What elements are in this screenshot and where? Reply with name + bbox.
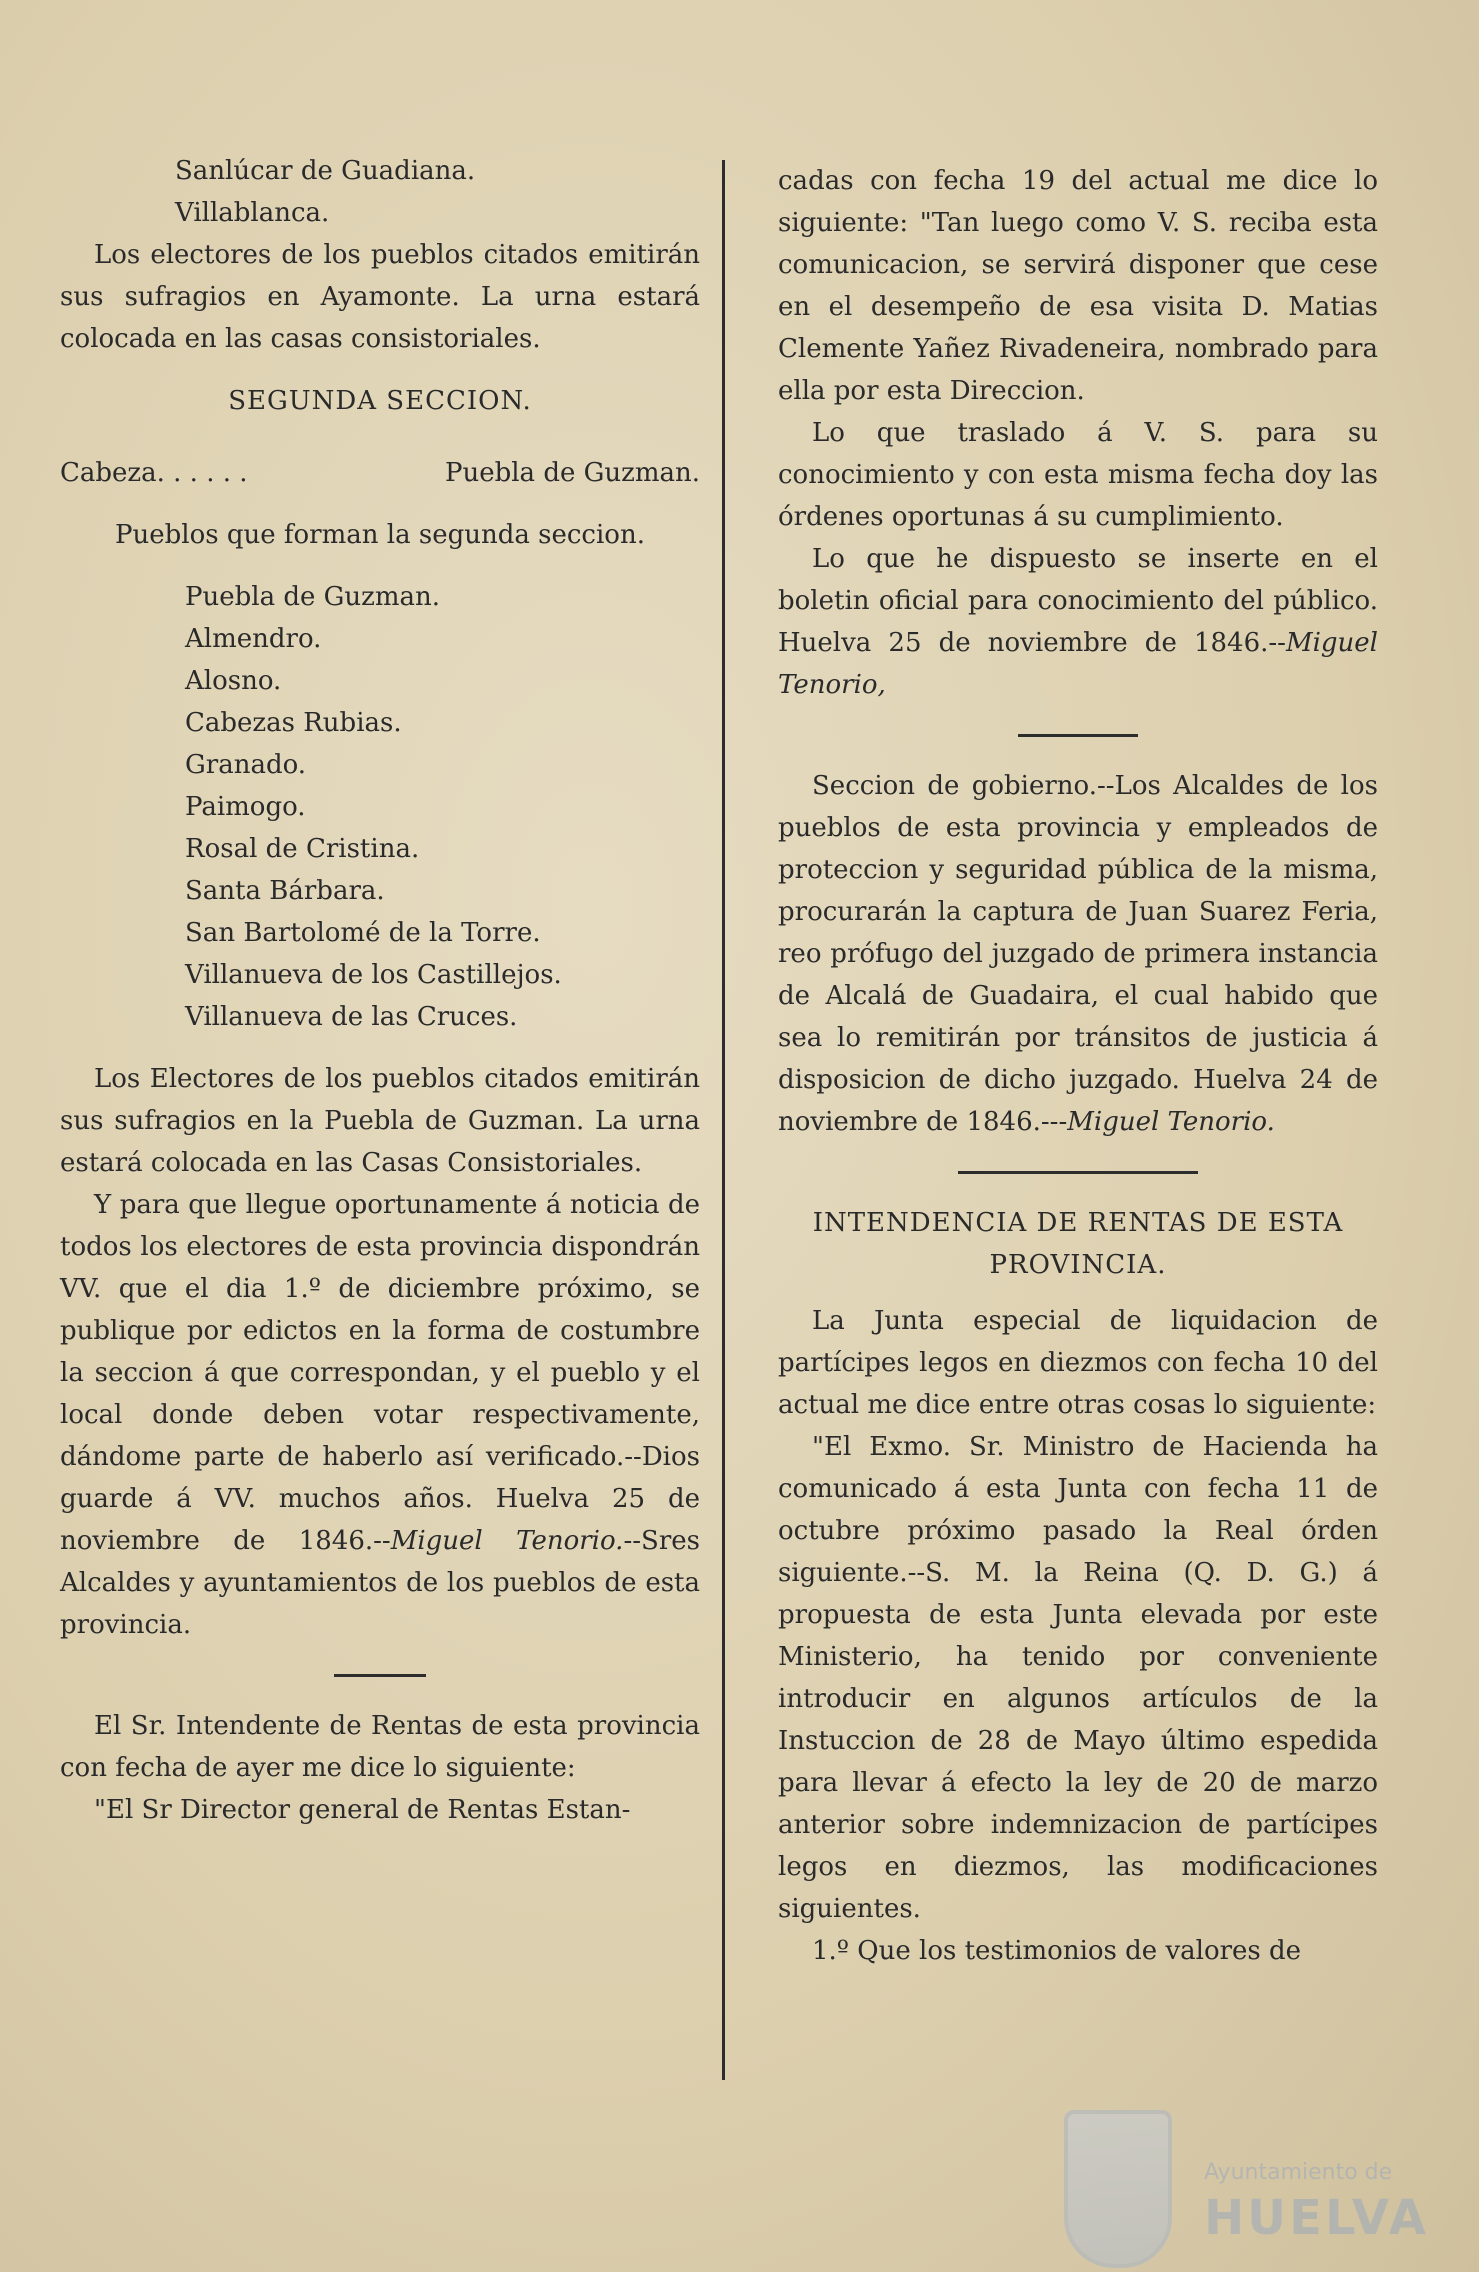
cabeza-label: Cabeza. . . . . . [60, 458, 248, 488]
pueblos-heading: Pueblos que forman la segunda seccion. [115, 520, 645, 550]
section-title: SEGUNDA SECCION. [228, 386, 532, 416]
cabeza-line [60, 452, 700, 494]
town-item: Sanlúcar de Guadiana. [175, 156, 476, 186]
section-rule [334, 1674, 426, 1677]
testimonios-paragraph: 1.º Que los testimonios de valores de [812, 1936, 1302, 1966]
town-item: Villablanca. [175, 198, 330, 228]
traslado-paragraph: Lo que traslado á V. S. para su conocimiento y con esta misma fecha doy las órdenes oportunas á su cumplimiento. [778, 418, 1378, 532]
list-item: Granado. [185, 750, 307, 780]
watermark-line1: Ayuntamiento de [1204, 2160, 1393, 2185]
watermark-line2: HUELVA [1204, 2190, 1429, 2246]
ministro-paragraph: "El Exmo. Sr. Ministro de Hacienda ha comunicado á esta Junta con fecha 11 de octubre próximo pasado la Real órden siguiente.--S. M. la Reina (Q. D. G.) á propuesta de esta Junta elevada por este Ministerio, ha tenido por conveniente introducir en algunos artículos de la Instuccion de 28 de Mayo último espedida para llevar á efecto la ley de 20 de marzo anterior sobre indemnizacion de partícipes legos en diezmos, las modificaciones siguientes. [778, 1432, 1378, 1924]
signature: Miguel Tenorio. [390, 1526, 624, 1556]
list-item: Rosal de Cristina. [185, 834, 420, 864]
list-item: Santa Bárbara. [185, 876, 385, 906]
boletin-paragraph: Lo que he dispuesto se inserte en el boletin oficial para conocimiento del público. Huelva 25 de noviembre de 1846.--Miguel Tenorio, [778, 544, 1378, 700]
intendencia-heading: INTENDENCIA DE RENTAS DE ESTA PROVINCIA. [812, 1208, 1344, 1280]
coat-of-arms-icon [1064, 2110, 1172, 2268]
list-item: Puebla de Guzman. [185, 582, 441, 612]
electors-paragraph-2: Los Electores de los pueblos citados emitirán sus sufragios en la Puebla de Guzman. La urna estará colocada en las Casas Consistoriales. [60, 1064, 700, 1178]
list-item: Cabezas Rubias. [185, 708, 402, 738]
notice-paragraph: Y para que llegue oportunamente á noticia de todos los electores de esta provincia dispondrán VV. que el dia 1.º de diciembre próximo, se publique por edictos en la forma de costumbre la seccion á que correspondan, y el pueblo y el local donde deben votar respectivamente, dándome parte de haberlo así verificado.--Dios guarde á VV. muchos años. Huelva 25 de noviembre de 1846.--Miguel Tenorio.--Sres Alcaldes y ayuntamientos de los pueblos de esta provincia. [60, 1190, 700, 1640]
column-divider [722, 160, 725, 2080]
list-item: Almendro. [185, 624, 322, 654]
cabeza-value: Puebla de Guzman. [444, 458, 700, 488]
electors-paragraph-1: Los electores de los pueblos citados emitirán sus sufragios en Ayamonte. La urna estará colocada en las casas consistoriales. [60, 240, 700, 354]
gobierno-paragraph: Seccion de gobierno.--Los Alcaldes de los pueblos de esta provincia y empleados de proteccion y seguridad pública de la misma, procurarán la captura de Juan Suarez Feria, reo prófugo del juzgado de primera instancia de Alcalá de Guadaira, el cual habido que sea lo remitirán por tránsitos de justicia á disposicion de dicho juzgado. Huelva 24 de noviembre de 1846.---Miguel Tenorio. [778, 771, 1378, 1137]
list-item: Villanueva de los Castillejos. [185, 960, 562, 990]
section-rule [958, 1171, 1198, 1174]
watermark [1064, 2110, 1429, 2260]
director-paragraph: "El Sr Director general de Rentas Estan- [94, 1795, 631, 1825]
signature: Miguel Tenorio. [1067, 1107, 1275, 1137]
section-rule [1018, 734, 1138, 737]
list-item: San Bartolomé de la Torre. [185, 918, 541, 948]
signature: Miguel Tenorio, [778, 628, 1378, 700]
places-list [60, 576, 700, 1038]
continuation-paragraph: cadas con fecha 19 del actual me dice lo siguiente: "Tan luego como V. S. reciba esta comunicacion, se servirá disponer que cese en el desempeño de esa visita D. Matias Clemente Yañez Rivadeneira, nombrado para ella por esta Direccion. [778, 166, 1378, 406]
left-column [60, 150, 700, 1831]
list-item: Paimogo. [185, 792, 306, 822]
right-column [778, 160, 1378, 1972]
junta-paragraph: La Junta especial de liquidacion de partícipes legos en diezmos con fecha 10 del actual me dice entre otras cosas lo siguiente: [778, 1306, 1378, 1420]
intendente-paragraph: El Sr. Intendente de Rentas de esta provincia con fecha de ayer me dice lo siguiente: [60, 1711, 700, 1783]
list-item: Alosno. [185, 666, 282, 696]
list-item: Villanueva de las Cruces. [185, 1002, 518, 1032]
